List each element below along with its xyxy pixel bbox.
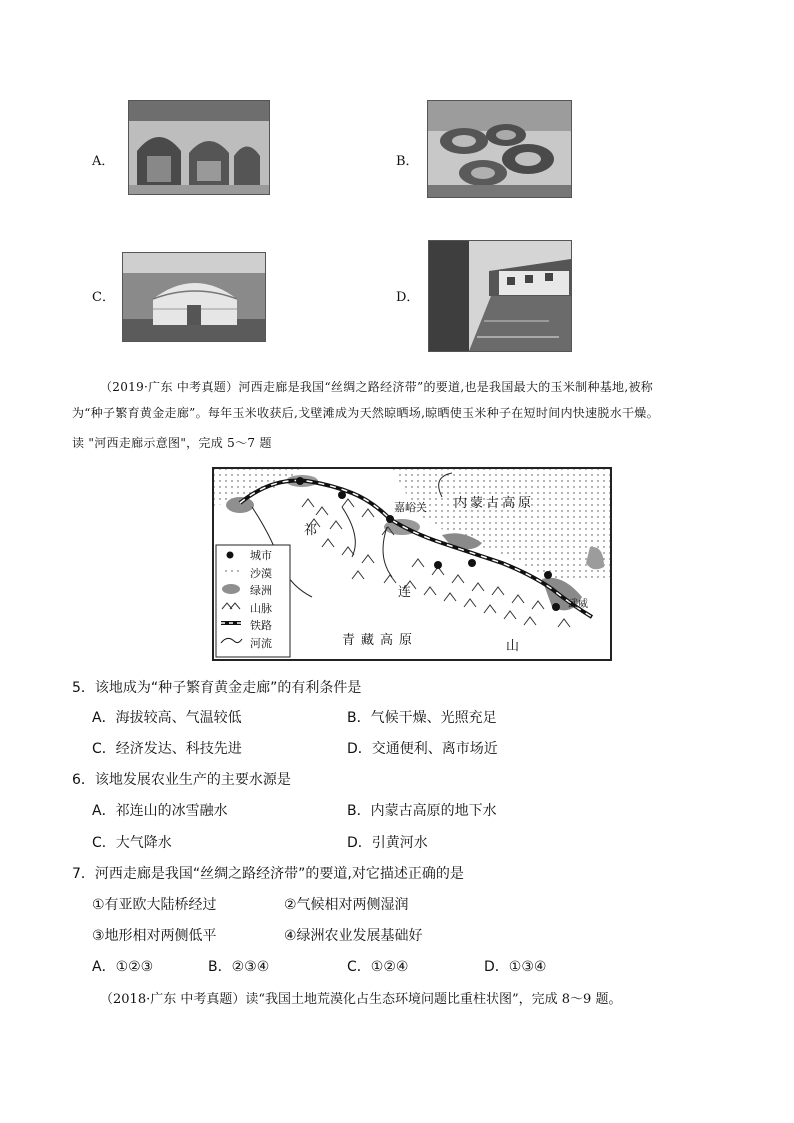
- map-label-wuwei: 武威: [568, 599, 588, 610]
- q6-option-d[interactable]: D．引黄河水: [347, 835, 428, 851]
- legend-oasis: 绿洲: [250, 584, 272, 597]
- cave-dwelling-photo: [128, 100, 270, 195]
- option-b-label: B．: [396, 154, 419, 169]
- question-5-stem: 5．该地成为“种子繁育黄金走廊”的有利条件是: [72, 680, 362, 696]
- yurt-photo: [122, 252, 266, 342]
- legend-desert: 沙漠: [250, 567, 272, 580]
- q7-option-b[interactable]: B．②③④: [208, 959, 270, 975]
- map-label-jiayuguan: 嘉峪关: [394, 501, 427, 514]
- q5-option-b[interactable]: B．气候干燥、光照充足: [347, 710, 497, 726]
- map-label-neimenggu: 内蒙古高原: [454, 496, 535, 511]
- roundhouses-photo: [427, 100, 572, 198]
- q5-option-d[interactable]: D．交通便利、离市场近: [347, 741, 498, 757]
- intro-2018: （2018·广东 中考真题）读“我国土地荒漠化占生态环境问题比重柱状图”，完成 8～9 题。: [100, 992, 622, 1007]
- legend-city: 城市: [250, 549, 272, 562]
- q7-statement-2: ②气候相对两侧湿润: [284, 897, 409, 913]
- q5-option-c[interactable]: C．经济发达、科技先进: [92, 741, 242, 757]
- map-label-shan: 山: [506, 639, 520, 654]
- q7-option-d[interactable]: D．①③④: [484, 959, 547, 975]
- q7-statement-3: ③地形相对两侧低平: [92, 928, 217, 944]
- q5-option-a[interactable]: A．海拔较高、气温较低: [92, 710, 242, 726]
- legend-railway: 铁路: [250, 619, 272, 632]
- question-6-stem: 6．该地发展农业生产的主要水源是: [72, 772, 291, 788]
- map-label-qingzang: 青藏高原: [342, 633, 419, 648]
- intro-2019-line2: 为“种子繁育黄金走廊”。每年玉米收获后,戈壁滩成为天然晾晒场,晾晒使玉米种子在短时间内快速脱水干燥。: [72, 406, 659, 420]
- q7-option-c[interactable]: C．①②④: [347, 959, 409, 975]
- option-a-label: A．: [92, 154, 115, 169]
- question-7-stem: 7．河西走廊是我国“丝绸之路经济带”的要道,对它描述正确的是: [72, 866, 464, 882]
- intro-2019-line1: （2019·广东 中考真题）河西走廊是我国“丝绸之路经济带”的要道,也是我国最大的玉米制种基地,被称: [100, 380, 654, 394]
- legend-river: 河流: [250, 637, 272, 650]
- q6-option-c[interactable]: C．大气降水: [92, 835, 172, 851]
- hexi-corridor-map: [212, 467, 612, 661]
- q6-option-a[interactable]: A．祁连山的冰雪融水: [92, 803, 228, 819]
- water-town-photo: [428, 240, 572, 352]
- q7-statement-1: ①有亚欧大陆桥经过: [92, 897, 217, 913]
- map-label-qi: 祁: [304, 523, 318, 538]
- q7-option-a[interactable]: A．①②③: [92, 959, 154, 975]
- option-d-label: D．: [396, 290, 420, 305]
- intro-2019-line3: 读 "河西走廊示意图"，完成 5～7 题: [72, 436, 272, 450]
- map-label-lian: 连: [398, 585, 412, 600]
- q6-option-b[interactable]: B．内蒙古高原的地下水: [347, 803, 497, 819]
- option-c-label: C．: [92, 290, 115, 305]
- q7-statement-4: ④绿洲农业发展基础好: [284, 928, 423, 944]
- legend-mountain: 山脉: [250, 602, 272, 615]
